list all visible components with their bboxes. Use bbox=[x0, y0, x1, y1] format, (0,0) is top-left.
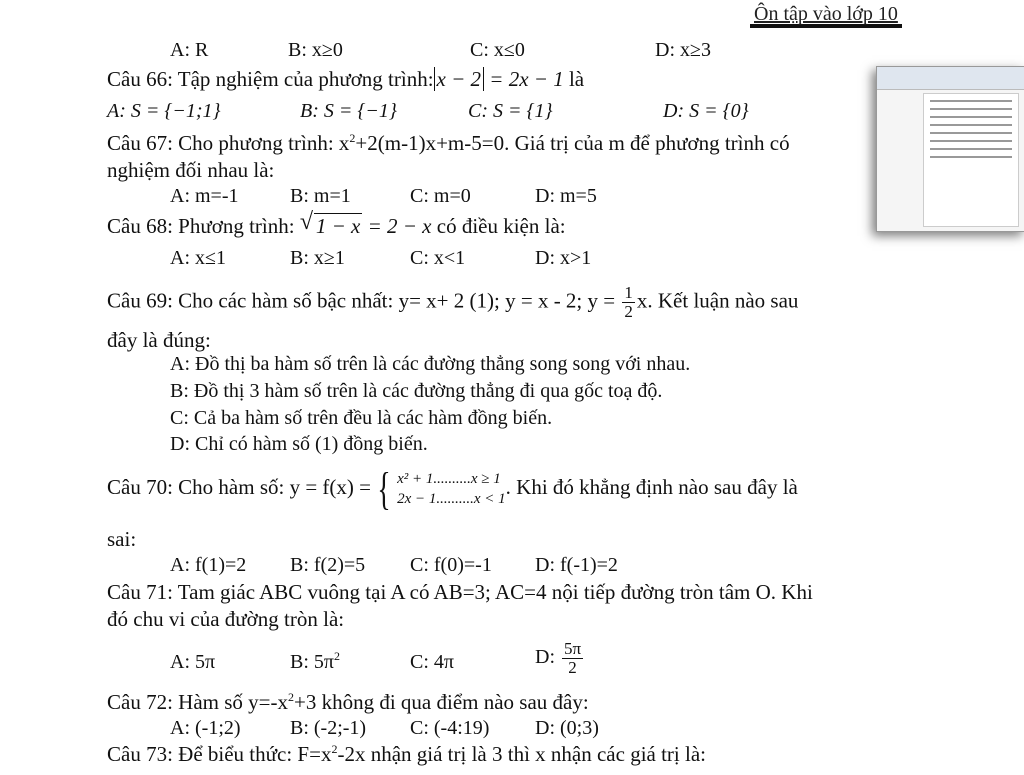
q72-sup: 2 bbox=[288, 690, 294, 704]
q69-frac-den: 2 bbox=[624, 302, 633, 321]
q71-option-b-text: B: 5π bbox=[290, 651, 334, 673]
q70-option-b: B: f(2)=5 bbox=[290, 554, 366, 576]
q68-radicand: 1 − x bbox=[315, 214, 361, 238]
q69-stem-line2: đây là đúng: bbox=[107, 328, 211, 352]
q73-stem-a: Câu 73: Để biểu thức: F=x bbox=[107, 742, 332, 766]
q69-option-d: D: Chỉ có hàm số (1) đồng biến. bbox=[170, 433, 428, 455]
header-title: Ôn tập vào lớp 10 bbox=[750, 4, 902, 28]
q72-option-d: D: (0;3) bbox=[535, 717, 599, 739]
q71-option-a: A: 5π bbox=[170, 651, 216, 673]
q69-option-a: A: Đồ thị ba hàm số trên là các đường thẳng song song với nhau. bbox=[170, 353, 691, 375]
thumbnail-line bbox=[930, 116, 1012, 118]
q71-d-num: 5π bbox=[564, 639, 582, 658]
radical-sign: √ bbox=[299, 209, 313, 235]
q72-stem bbox=[107, 690, 589, 714]
q73-stem-b: -2x nhận giá trị là 3 thì x nhận các giá trị là: bbox=[337, 742, 706, 766]
piecewise-rows bbox=[397, 469, 506, 509]
thumbnail-toolbar bbox=[877, 67, 1024, 90]
q73-stem bbox=[107, 742, 706, 766]
q67-option-c: C: m=0 bbox=[410, 185, 471, 207]
q70-piecewise bbox=[371, 463, 506, 514]
q65-option-a: A: R bbox=[170, 39, 209, 61]
q72-stem-a: Câu 72: Hàm số y=-x bbox=[107, 690, 288, 714]
brace: { bbox=[377, 463, 391, 514]
q68-option-b: B: x≥1 bbox=[290, 247, 345, 269]
q69-stem-end: x. Kết luận nào sau bbox=[636, 288, 799, 313]
q66-option-a: A: S = {−1;1} bbox=[107, 100, 221, 122]
thumbnail-page bbox=[923, 93, 1019, 227]
q71-stem-line1: Câu 71: Tam giác ABC vuông tại A có AB=3; AC=4 nội tiếp đường tròn tâm O. Khi bbox=[107, 580, 813, 604]
q70-stem-end: . Khi đó khẳng định nào sau đây là bbox=[505, 474, 798, 499]
thumbnail-line bbox=[930, 132, 1012, 134]
q69-stem-text: Câu 69: Cho các hàm số bậc nhất: y= x+ 2 (1); y = x - 2; y = bbox=[107, 288, 621, 313]
thumbnail-line bbox=[930, 108, 1012, 110]
q67-stem-line1 bbox=[107, 131, 790, 155]
thumbnail-line bbox=[930, 156, 1012, 158]
q65-option-c: C: x≤0 bbox=[470, 39, 525, 61]
q67-option-a: A: m=-1 bbox=[170, 185, 239, 207]
thumbnail-line bbox=[930, 140, 1012, 142]
q67-option-d: D: m=5 bbox=[535, 185, 597, 207]
q73-sup: 2 bbox=[331, 742, 338, 756]
q72-stem-b: +3 không đi qua điểm nào sau đây: bbox=[294, 690, 589, 714]
q66-equation bbox=[434, 67, 564, 91]
q68-stem bbox=[107, 209, 566, 238]
q70-row2: 2x − 1..........x < 1 bbox=[397, 491, 506, 507]
q69-option-c: C: Cả ba hàm số trên đều là các hàm đồng biến. bbox=[170, 407, 553, 429]
q70-option-d: D: f(-1)=2 bbox=[535, 554, 618, 576]
q69-fraction bbox=[622, 284, 635, 321]
q72-option-a: A: (-1;2) bbox=[170, 717, 241, 739]
q70-row1: x² + 1..........x ≥ 1 bbox=[397, 471, 501, 487]
q66-stem-text: Câu 66: Tập nghiệm của phương trình: bbox=[107, 67, 434, 91]
q68-stem-end: có điều kiện là: bbox=[431, 214, 566, 238]
thumbnail-line bbox=[930, 100, 1012, 102]
q70-option-a: A: f(1)=2 bbox=[170, 554, 247, 576]
document-thumbnail-preview[interactable] bbox=[876, 66, 1024, 232]
q70-stem-text: Câu 70: Cho hàm số: y = f(x) = bbox=[107, 474, 371, 499]
q71-stem-line2: đó chu vi của đường tròn là: bbox=[107, 607, 345, 631]
q71-option-d-label: D: bbox=[535, 646, 560, 669]
q72-option-c: C: (-4:19) bbox=[410, 717, 490, 739]
q71-d-den: 2 bbox=[568, 658, 577, 677]
q68-stem-text: Câu 68: Phương trình: bbox=[107, 214, 300, 238]
q68-option-c: C: x<1 bbox=[410, 247, 466, 269]
thumbnail-line bbox=[930, 148, 1012, 150]
q65-option-d: D: x≥3 bbox=[655, 39, 711, 61]
q66-eq-rest: = 2x − 1 bbox=[484, 67, 564, 91]
q68-eq-rest: = 2 − x bbox=[362, 214, 432, 238]
q67-stem-a: Câu 67: Cho phương trình: x bbox=[107, 131, 350, 155]
q69-option-b: B: Đồ thị 3 hàm số trên là các đường thẳng đi qua gốc toạ độ. bbox=[170, 380, 663, 402]
thumbnail-line bbox=[930, 124, 1012, 126]
q71-option-d bbox=[535, 640, 585, 677]
q70-stem-line1 bbox=[107, 463, 798, 514]
q69-frac-num: 1 bbox=[624, 283, 633, 302]
q66-abs: x − 2 bbox=[434, 67, 485, 91]
q65-option-b: B: x≥0 bbox=[288, 39, 343, 61]
q70-stem-line2: sai: bbox=[107, 527, 137, 551]
q66-option-c: C: S = {1} bbox=[468, 100, 553, 122]
q68-sqrt bbox=[299, 209, 363, 238]
q67-sup: 2 bbox=[349, 131, 356, 145]
q67-stem-line2: nghiệm đối nhau là: bbox=[107, 158, 275, 182]
q71-option-b bbox=[290, 650, 340, 674]
q66-stem bbox=[107, 67, 584, 91]
q68-option-a: A: x≤1 bbox=[170, 247, 226, 269]
q67-option-b: B: m=1 bbox=[290, 185, 351, 207]
q71-option-c: C: 4π bbox=[410, 651, 454, 673]
q70-option-c: C: f(0)=-1 bbox=[410, 554, 492, 576]
q66-stem-end: là bbox=[563, 67, 585, 91]
q67-stem-b: +2(m-1)x+m-5=0. Giá trị của m để phương trình có bbox=[355, 131, 790, 155]
q68-option-d: D: x>1 bbox=[535, 247, 592, 269]
q72-option-b: B: (-2;-1) bbox=[290, 717, 367, 739]
q71-option-d-fraction bbox=[562, 640, 583, 677]
q66-option-b: B: S = {−1} bbox=[300, 100, 397, 122]
q69-stem-line1 bbox=[107, 284, 798, 321]
q71-option-b-sup: 2 bbox=[334, 649, 340, 663]
q66-option-d: D: S = {0} bbox=[663, 100, 749, 122]
